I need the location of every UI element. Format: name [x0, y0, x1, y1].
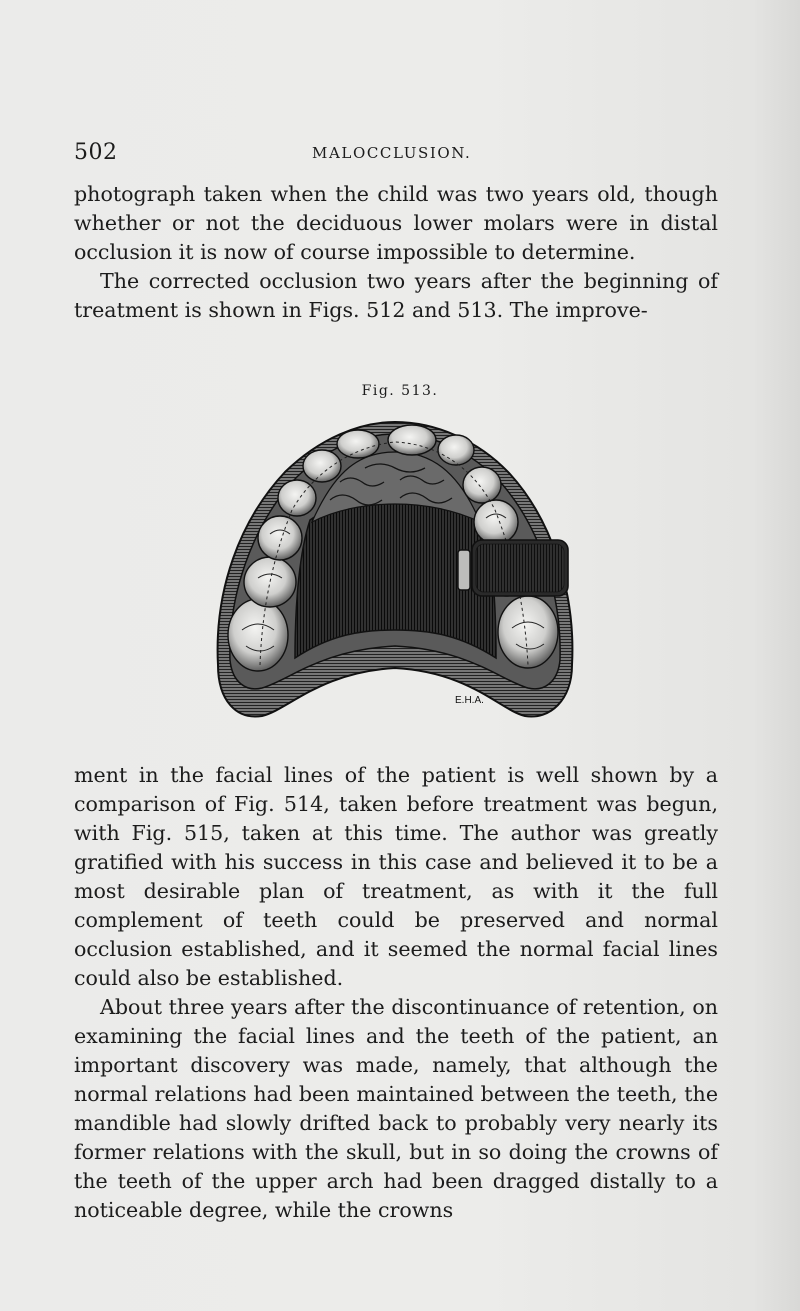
- running-head: MALOCCLUSION.: [312, 144, 472, 162]
- paragraph: The corrected occlusion two years after the beginning of treatment is shown in Figs. 512 and 513. The improve-: [74, 269, 718, 322]
- dental-arch-figure: [200, 410, 590, 740]
- page-header: [74, 140, 724, 170]
- text-block-bottom: [74, 761, 718, 1225]
- page-number: 502: [74, 140, 118, 165]
- text-block-top: [74, 180, 718, 325]
- figure-caption: Fig. 513.: [361, 383, 439, 399]
- dental-arch-illustration: [200, 410, 590, 740]
- paragraph-continued: photograph taken when the child was two years old, though whether or not the deciduous lower molars were in distal occlusion it is now of course impossible to determine.: [74, 182, 718, 264]
- figure-signature: E.H.A.: [455, 695, 484, 706]
- paragraph: About three years after the discontinuance of retention, on examining the facial lines and the teeth of the patient, an important discovery was made, namely, that although the normal relations had been maintained between the teeth, the mandible had slowly drifted back to probably very nearly its former relations with the skull, but in so doing the crowns of the teeth of the upper arch had been dragged distally to a noticeable degree, while the crowns: [74, 995, 718, 1222]
- paragraph-continued: ment in the facial lines of the patient is well shown by a comparison of Fig. 514, taken before treatment was begun, with Fig. 515, taken at this time. The author was greatly gratified with his success in this case and believed it to be a most desirable plan of treatment, as with it the full complement of teeth could be preserved and normal occlusion established, and it seemed the normal facial lines could also be established.: [74, 763, 718, 990]
